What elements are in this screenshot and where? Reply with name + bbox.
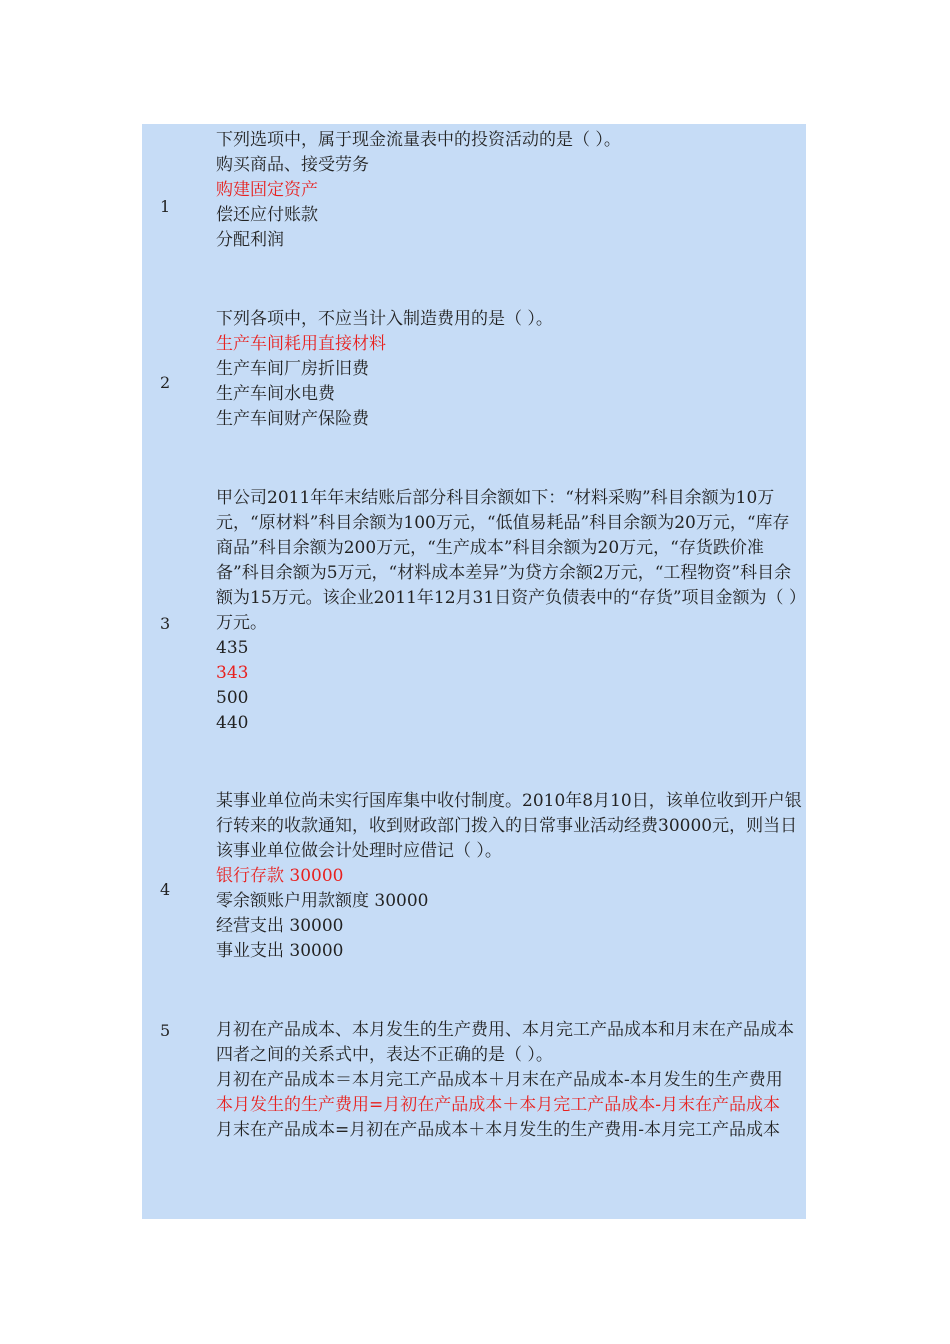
- question-row: [142, 1018, 806, 1218]
- question-stem: 月初在产品成本、本月发生的生产费用、本月完工产品成本和月末在产品成本四者之间的关系式中，表达不正确的是（ ）。: [216, 1020, 794, 1065]
- option-correct: 购建固定资产: [216, 180, 318, 200]
- option-correct: 生产车间耗用直接材料: [216, 334, 386, 354]
- option: 435: [216, 638, 249, 658]
- question-number: 2: [160, 373, 171, 392]
- question-table: [142, 124, 806, 1219]
- question-number: 1: [160, 197, 171, 216]
- question-stem: 某事业单位尚未实行国库集中收付制度。2010年8月10日，该单位收到开户银行转来的收款通知，收到财政部门拨入的日常事业活动经费30000元，则当日该事业单位做会计处理时应借记（ ）。: [216, 791, 802, 861]
- question-body: [216, 789, 802, 964]
- option: 零余额账户用款额度 30000: [216, 891, 429, 911]
- option: 生产车间水电费: [216, 384, 335, 404]
- option: 月末在产品成本=月初在产品成本＋本月发生的生产费用-本月完工产品成本: [216, 1120, 780, 1140]
- option: 月初在产品成本＝本月完工产品成本＋月末在产品成本-本月发生的生产费用: [216, 1070, 783, 1090]
- option: 生产车间财产保险费: [216, 409, 369, 429]
- question-row: [142, 128, 806, 258]
- option-correct: 本月发生的生产费用=月初在产品成本＋本月完工产品成本-月末在产品成本: [216, 1095, 780, 1115]
- option: 生产车间厂房折旧费: [216, 359, 369, 379]
- option: 事业支出 30000: [216, 941, 344, 961]
- question-body: [216, 486, 802, 736]
- question-number: 5: [160, 1021, 171, 1040]
- question-row: [142, 486, 806, 736]
- question-number: 4: [160, 880, 171, 899]
- option: 经营支出 30000: [216, 916, 344, 936]
- question-row: [142, 789, 806, 969]
- question-row: [142, 307, 806, 437]
- option: 分配利润: [216, 230, 284, 250]
- option: 购买商品、接受劳务: [216, 155, 369, 175]
- option-correct: 银行存款 30000: [216, 866, 344, 886]
- option-correct: 343: [216, 663, 249, 683]
- option: 500: [216, 688, 249, 708]
- question-body: [216, 128, 802, 253]
- question-stem: 甲公司2011年年末结账后部分科目余额如下：“材料采购”科目余额为10万元，“原材料”科目余额为100万元，“低值易耗品”科目余额为20万元，“库存商品”科目余额为200万元，“生产成本”科目余额为20万元，“存货跌价准备”科目余额为5万元，“材料成本差异”为贷方余额2万元，“工程物资”科目余额为15万元。该企业2011年12月31日资产负债表中的“存货”项目金额为（ ）万元。: [216, 488, 798, 633]
- question-stem: 下列各项中，不应当计入制造费用的是（ ）。: [216, 309, 553, 329]
- question-body: [216, 1018, 802, 1143]
- question-body: [216, 307, 802, 432]
- option: 偿还应付账款: [216, 205, 318, 225]
- question-stem: 下列选项中，属于现金流量表中的投资活动的是（ ）。: [216, 130, 621, 150]
- option: 440: [216, 713, 249, 733]
- question-number: 3: [160, 614, 171, 633]
